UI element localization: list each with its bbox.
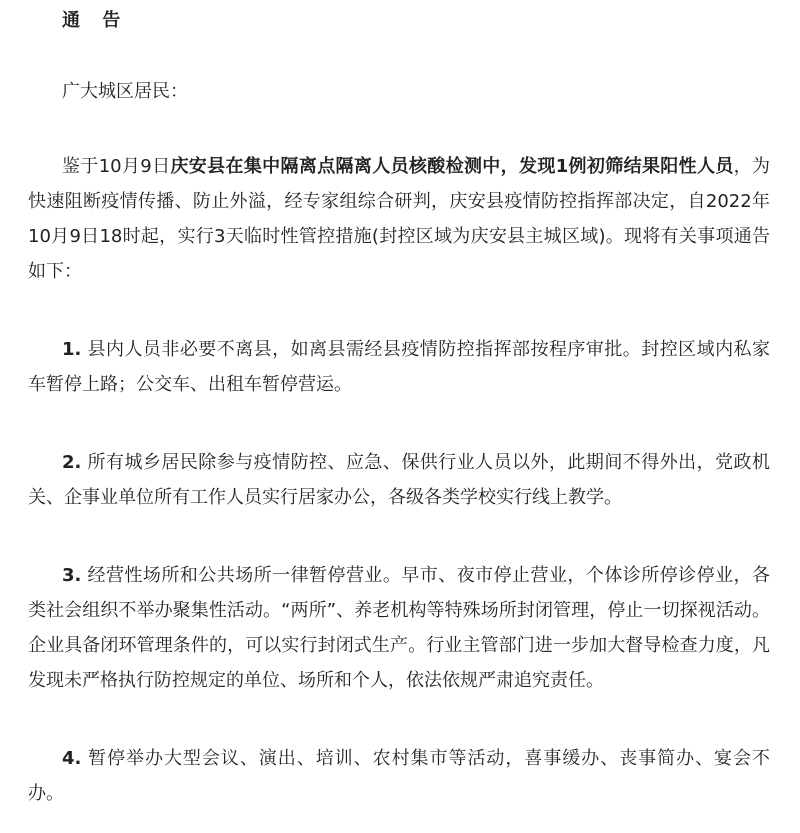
item-text: 经营性场所和公共场所一律暂停营业。早市、夜市停止营业，个体诊所停诊停业，各类社会组织不举办聚集性活动。“两所”、养老机构等特殊场所封闭管理，停止一切探视活动。企业具备闭环管理条件的，可以实行封闭式生产。行业主管部门进一步加大督导检查力度，凡发现未严格执行防控规定的单位、场所和个人，依法依规严肃追究责任。	[28, 565, 770, 691]
intro-highlight-1: 庆安县在集中隔离点隔离人员核酸检测中，	[170, 156, 519, 177]
list-item-2	[28, 445, 770, 515]
item-number: 1.	[62, 339, 82, 360]
list-item-3	[28, 558, 770, 698]
intro-rest: ，为快速阻断疫情传播、防止外溢，经专家组综合研判，庆安县疫情防控指挥部决定，自2022年10月9日18时起，实行3天临时性管控措施(封控区域为庆安县主城区域)。现将有关事项通告如下：	[28, 156, 771, 282]
intro-paragraph	[28, 149, 770, 289]
item-text: 暂停举办大型会议、演出、培训、农村集市等活动，喜事缓办、丧事简办、宴会不办。	[28, 748, 770, 804]
list-item-4	[28, 741, 770, 811]
item-number: 4.	[62, 748, 82, 769]
item-number: 2.	[62, 452, 82, 473]
notice-title: 通 告	[62, 10, 129, 31]
intro-lead: 鉴于10月9日	[62, 156, 171, 177]
item-number: 3.	[62, 565, 82, 586]
item-text: 县内人员非必要不离县，如离县需经县疫情防控指挥部按程序审批。封控区域内私家车暂停上路；公交车、出租车暂停营运。	[28, 339, 770, 395]
list-item-1	[28, 332, 770, 402]
salutation: 广大城区居民：	[62, 81, 188, 102]
item-text: 所有城乡居民除参与疫情防控、应急、保供行业人员以外，此期间不得外出，党政机关、企事业单位所有工作人员实行居家办公，各级各类学校实行线上教学。	[28, 452, 770, 508]
intro-highlight-2: 发现1例初筛结果阳性人员	[519, 156, 734, 177]
